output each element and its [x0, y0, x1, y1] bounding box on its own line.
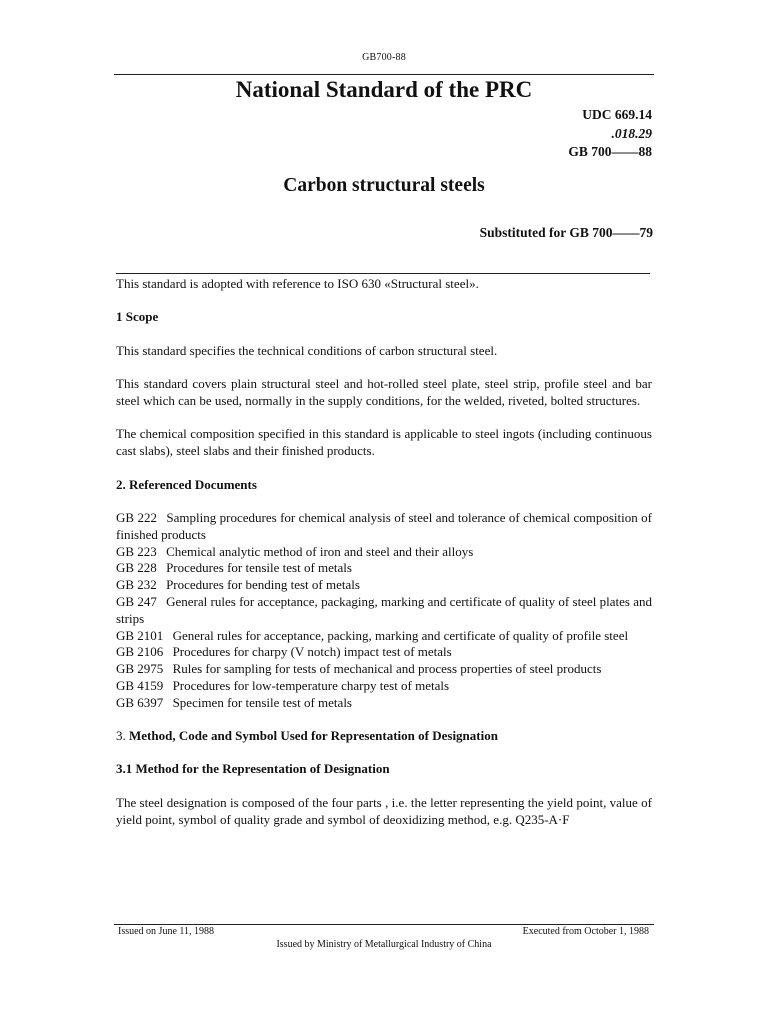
intro-paragraph: This standard is adopted with reference to ISO 630 «Structural steel». — [116, 276, 479, 291]
section-3-title: Method, Code and Symbol Used for Representation of Designation — [129, 728, 498, 744]
references-heading: 2. Referenced Documents — [116, 476, 257, 492]
substituted-note: Substituted for GB 700——79 — [479, 225, 653, 240]
reference-title: Chemical analytic method of iron and steel and their alloys — [166, 543, 474, 559]
reference-title: General rules for acceptance, packaging, marking and certificate of quality of steel plates and strips — [116, 593, 652, 626]
reference-code: GB 2101 — [116, 627, 164, 643]
reference-item — [116, 560, 652, 577]
reference-code: GB 223 — [116, 543, 157, 559]
scope-paragraph-3: The chemical composition specified in this standard is applicable to steel ingots (including continuous cast slabs), steel slabs and their finished products. — [116, 426, 652, 459]
reference-code: GB 247 — [116, 593, 157, 609]
scope-paragraph-1: This standard specifies the technical conditions of carbon structural steel. — [116, 342, 498, 358]
udc-line-1: UDC 669.14 — [582, 107, 652, 122]
reference-item — [116, 594, 652, 628]
reference-title: Procedures for tensile test of metals — [166, 560, 352, 576]
reference-item — [116, 661, 652, 678]
section-3-1-paragraph: The steel designation is composed of the four parts , i.e. the letter representing the yield point, value of yield point, symbol of quality grade and symbol of deoxidizing method, e.g. Q235-A·F — [116, 794, 652, 827]
issued-date: Issued on June 11, 1988 — [118, 926, 215, 937]
scope-paragraph-2: This standard covers plain structural steel and hot-rolled steel plate, steel strip, profile steel and bar steel which can be used, normally in the supply conditions, for the welded, riveted, bolted structures. — [116, 376, 652, 408]
reference-code: GB 4159 — [116, 677, 164, 693]
section-3-heading — [116, 728, 652, 745]
footer-rule — [114, 924, 654, 925]
scope-heading: 1 Scope — [116, 309, 159, 325]
udc-line-2: .018.29 — [611, 125, 652, 141]
reference-item — [116, 678, 652, 695]
reference-title: Procedures for charpy (V notch) impact test of metals — [172, 644, 452, 660]
reference-code: GB 222 — [116, 509, 157, 525]
reference-item — [116, 628, 652, 645]
reference-title: Rules for sampling for tests of mechanical and process properties of steel products — [172, 661, 602, 677]
running-header: GB700-88 — [362, 52, 406, 63]
reference-code: GB 2106 — [116, 644, 164, 660]
issuing-authority: Issued by Ministry of Metallurgical Industry of China — [276, 939, 492, 950]
reference-title: Specimen for tensile test of metals — [172, 694, 352, 710]
reference-title: Procedures for bending test of metals — [166, 577, 360, 593]
reference-title: General rules for acceptance, packing, marking and certificate of quality of profile steel — [172, 627, 629, 643]
header-rule — [114, 74, 654, 75]
references-list — [116, 510, 652, 712]
executed-date: Executed from October 1, 1988 — [522, 926, 649, 937]
udc-block — [568, 106, 652, 162]
reference-item — [116, 577, 652, 594]
reference-item — [116, 695, 652, 712]
reference-code: GB 228 — [116, 560, 157, 576]
standard-number: GB 700——88 — [568, 144, 652, 159]
reference-code: GB 232 — [116, 577, 157, 593]
reference-title: Procedures for low-temperature charpy test of metals — [172, 677, 450, 693]
reference-code: GB 6397 — [116, 694, 164, 710]
reference-item — [116, 644, 652, 661]
section-3-1-heading: 3.1 Method for the Representation of Designation — [116, 761, 390, 777]
reference-title: Sampling procedures for chemical analysis of steel and tolerance of chemical composition of finished products — [116, 509, 653, 542]
document-title: Carbon structural steels — [283, 175, 485, 196]
document-body — [116, 276, 652, 845]
title-rule — [116, 273, 650, 274]
main-title: National Standard of the PRC — [235, 77, 533, 102]
section-3-number: 3. — [116, 728, 126, 744]
reference-item — [116, 510, 652, 544]
reference-item — [116, 544, 652, 561]
reference-code: GB 2975 — [116, 661, 164, 677]
